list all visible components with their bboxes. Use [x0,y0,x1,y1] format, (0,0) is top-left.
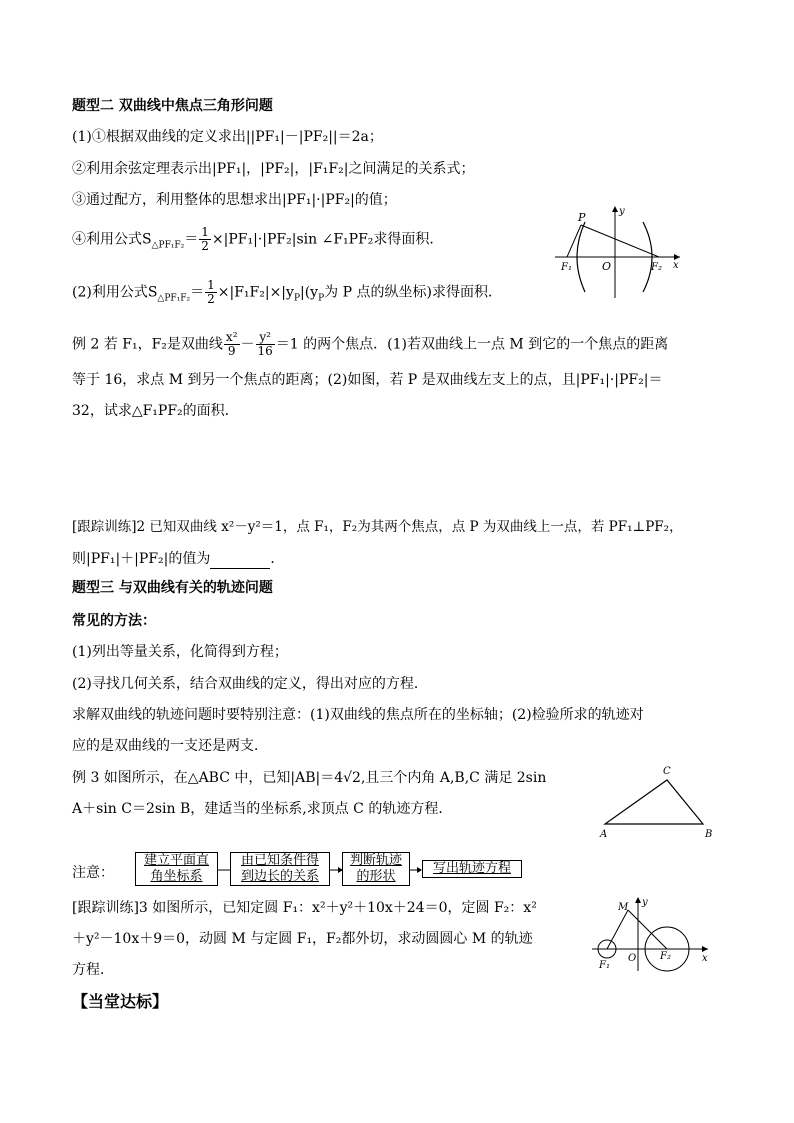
flow-step-2 [230,852,330,886]
fig1-segment-pf2 [581,225,659,257]
formula2-fraction [205,279,217,306]
flow-step-1-line1: 建立平面直 [143,853,209,868]
fig3-label-f2: F₂ [660,951,671,962]
fig3-label-f1: F₁ [599,960,610,971]
formula2-numerator: 1 [207,278,215,292]
triangle-abc [605,780,703,824]
answer-blank[interactable] [210,554,270,569]
example3-line2: A＋sin C＝2sin B，建适当的坐标系,求顶点 C 的轨迹方程． [72,801,453,817]
example2-fraction-x [224,331,240,358]
fig3-x-arrow [702,946,708,952]
fig1-label-p: P [578,211,586,224]
example2-fy-num: y² [256,331,275,345]
flow-step-3-line1: 判断轨迹 [349,853,402,868]
flow-step-3 [342,852,410,886]
fig2-label-b: B [705,829,713,840]
method-2: (2)寻找几何关系，结合双曲线的定义，得出对应的方程． [72,676,428,692]
formula2-prefix: (2)利用公式S [72,284,158,301]
practice3-line1: [跟踪训练]3 如图所示，已知定圆 F₁：x²＋y²＋10x＋24＝0，定圆 F₂：x² [72,900,537,916]
example2-fraction-y [256,331,275,358]
formula2-part2: |(y [300,284,319,301]
formula1-eq: ＝ [184,231,199,248]
example2-line2: 等于 16，求点 M 到另一个焦点的距离；(2)如图，若 P 是双曲线左支上的点，且|PF₁|·|PF₂|＝ [72,372,663,388]
formula1-rest: ×|PF₁|·|PF₂|sin ∠F₁PF₂求得面积． [211,231,444,248]
footer-title: 【当堂达标】 [72,992,169,1011]
example2-part2: ＝1 的两个焦点．(1)若双曲线上一点 M 到它的一个焦点的距离 [275,336,669,353]
fig1-label-x: x [673,260,679,271]
example2-fx-num: x² [225,330,238,344]
fig3-segment-mf2 [628,910,667,949]
fig3-label-x: x [702,953,708,964]
formula2-sub-p2: P [318,293,325,304]
fig1-label-o: O [602,260,612,273]
formula2-denominator: 2 [207,292,215,306]
note-line1: 求解双曲线的轨迹问题时要特别注意：(1)双曲线的焦点所在的坐标轴；(2)检验所求的轨迹对 [72,707,644,723]
flow-step-3-line2: 的形状 [356,869,396,884]
fig3-label-o: O [628,953,637,964]
section2-line5 [72,279,502,308]
formula1-subscript: △PF₁F₂ [151,240,185,251]
flow-step-1-line2: 角坐标系 [150,869,203,884]
example2-line1 [72,331,668,358]
fig2-label-a: A [600,829,608,840]
practice2-part2: ． [270,551,285,567]
circles-figure [590,893,720,973]
example2-fy-den: 16 [257,344,273,358]
flow-step-4: 写出轨迹方程 [422,860,522,878]
fig3-segment-mf1 [607,910,628,949]
example2-fx-den: 9 [227,344,236,358]
methods-title: 常见的方法： [72,613,156,629]
example2-line3: 32，试求△F₁PF₂的面积． [72,403,239,419]
formula1-prefix: ④利用公式S [72,231,152,248]
fig1-label-f1: F₁ [561,262,572,273]
section2-line4 [72,226,443,255]
fig3-label-m: M [618,902,629,913]
fig1-label-f2: F₂ [651,262,662,273]
section2-line1: (1)①根据双曲线的定义求出||PF₁|－|PF₂||＝2a； [72,129,383,145]
formula1-denominator: 2 [201,239,209,253]
fig3-label-y: y [642,897,648,908]
example2-minus: － [240,336,255,353]
hyperbola-figure [555,200,685,300]
practice2-line1: [跟踪训练]2 已知双曲线 x²－y²＝1，点 F₁，F₂为其两个焦点，点 P 为双曲线上一点，若 PF₁⊥PF₂， [72,519,683,535]
fig1-y-arrow [612,206,618,212]
practice2-part1: 则|PF₁|＋|PF₂|的值为 [72,551,211,567]
method-1: (1)列出等量关系，化简得到方程； [72,644,288,660]
flow-step-2-line1: 由已知条件得 [240,853,319,868]
section2-title: 题型二 双曲线中焦点三角形问题 [72,98,273,114]
formula2-sub-p1: P [293,293,300,304]
flow-step-1 [135,852,218,886]
fig2-label-c: C [663,766,671,777]
fig1-label-y: y [619,206,625,217]
formula2-subscript: △PF₁F₂ [157,293,191,304]
flow-label: 注意： [72,865,114,881]
section2-line2: ②利用余弦定理表示出|PF₁|，|PF₂|，|F₁F₂|之间满足的关系式； [72,161,475,177]
example2-part1: 例 2 若 F₁，F₂是双曲线 [72,336,223,353]
formula2-part1: ×|F₁F₂|×|y [217,284,294,301]
note-line2: 应的是双曲线的一支还是两支． [72,738,268,754]
triangle-figure [595,762,725,840]
section2-line3: ③通过配方，利用整体的思想求出|PF₁|·|PF₂|的值； [72,192,397,208]
formula2-eq: ＝ [190,284,205,301]
formula2-part3: 为 P 点的纵坐标)求得面积． [324,284,502,301]
practice2-line2 [72,549,284,569]
section3-title: 题型三 与双曲线有关的轨迹问题 [72,580,273,596]
formula1-fraction [199,226,211,253]
formula1-numerator: 1 [201,225,209,239]
practice3-line2: ＋y²－10x＋9＝0，动圆 M 与定圆 F₁，F₂都外切，求动圆圆心 M 的轨迹 [72,931,533,947]
practice3-line3: 方程． [72,962,114,978]
example3-line1: 例 3 如图所示，在△ABC 中，已知|AB|＝4√2,且三个内角 A,B,C 满足 2sin [72,770,547,786]
flow-step-2-line2: 到边长的关系 [240,869,319,884]
fig3-y-arrow [635,897,641,903]
